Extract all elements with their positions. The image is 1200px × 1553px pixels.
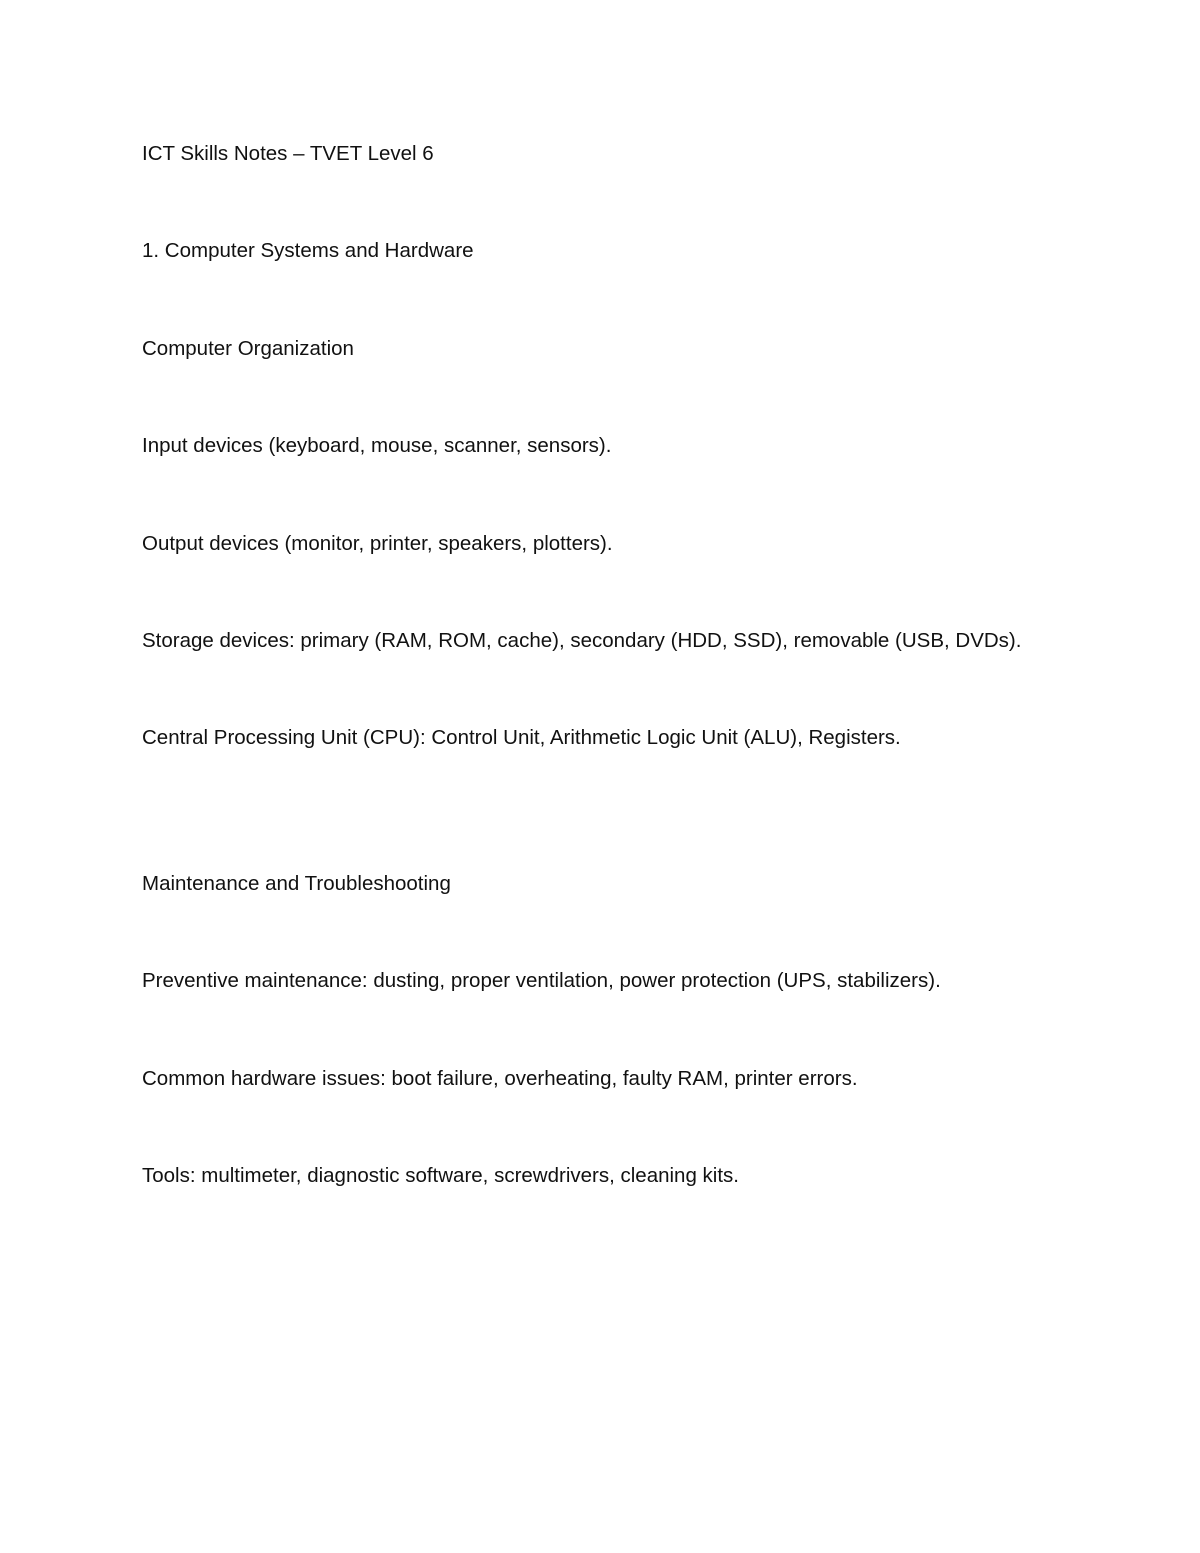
list-item-tools: Tools: multimeter, diagnostic software, screwdrivers, cleaning kits. <box>142 1164 740 1187</box>
subsection-heading-maintenance: Maintenance and Troubleshooting <box>142 872 451 895</box>
list-item-input-devices: Input devices (keyboard, mouse, scanner, sensors). <box>142 434 612 457</box>
list-item-preventive-maintenance: Preventive maintenance: dusting, proper ventilation, power protection (UPS, stabilizers). <box>142 969 941 992</box>
list-item-output-devices: Output devices (monitor, printer, speakers, plotters). <box>142 532 613 555</box>
subsection-heading-computer-organization: Computer Organization <box>142 337 354 360</box>
document-title: ICT Skills Notes – TVET Level 6 <box>142 142 434 165</box>
list-item-storage-devices: Storage devices: primary (RAM, ROM, cache), secondary (HDD, SSD), removable (USB, DVDs). <box>142 629 1022 652</box>
section-heading: 1. Computer Systems and Hardware <box>142 239 474 262</box>
list-item-common-hardware-issues: Common hardware issues: boot failure, overheating, faulty RAM, printer errors. <box>142 1067 858 1090</box>
list-item-cpu: Central Processing Unit (CPU): Control Unit, Arithmetic Logic Unit (ALU), Registers. <box>142 726 901 749</box>
